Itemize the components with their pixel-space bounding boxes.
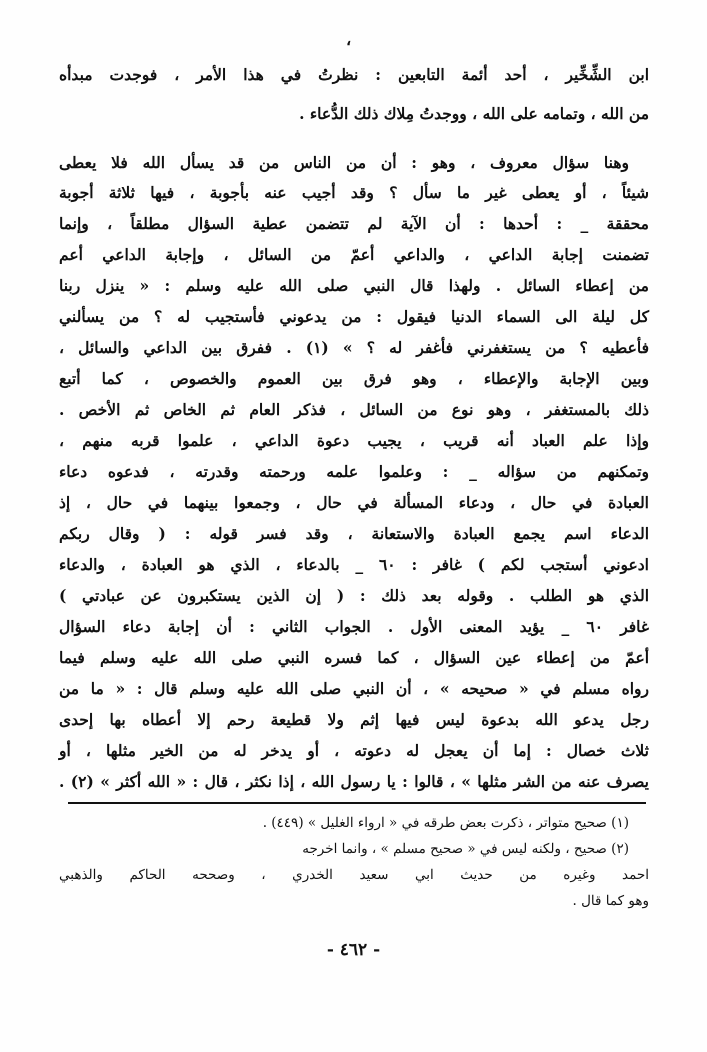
footnote-line: وهو كما قال .: [572, 893, 649, 909]
paragraph-line: محققة _ : أحدها : أن الآية لم تتضمن عطية السؤال مطلقاً ، وإنما: [59, 214, 649, 233]
paragraph-line: تضمنت إجابة الداعي ، والداعي أعمّ من السائل ، وإجابة الداعي أعم: [59, 245, 649, 264]
paragraph-line: العبادة في حال ، ودعاء المسألة في حال ، وجمعوا بينهما في حال ، إذ: [59, 493, 649, 512]
footnote-line: (١) صحيح متواتر ، ذكرت بعض طرقه في « ارواء الغليل » (٤٤٩) .: [262, 815, 629, 831]
paragraph-line: وإذا علم العباد أنه قريب ، يجيب دعوة الداعي ، علموا قربه منهم ،: [59, 431, 649, 450]
paragraph-line: الذي هو الطلب . وقوله بعد ذلك : ( إن الذين يستكبرون عن عبادتي ): [59, 586, 649, 605]
top-mark: ،: [346, 30, 352, 49]
paragraph-line: غافر ٦٠ _ يؤيد المعنى الأول . الجواب الثاني : أن إجابة دعاء السؤال: [59, 617, 649, 636]
paragraph-line: وبين الإجابة والإعطاء ، وهو فرق بين العموم والخصوص ، كما أتبع: [59, 369, 649, 388]
paragraph-line: كل ليلة الى السماء الدنيا فيقول : من يدعوني فأستجيب له ؟ من يسألني: [59, 307, 649, 326]
paragraph-line: الدعاء اسم يجمع العبادة والاستعانة ، وقد فسر قوله : ( وقال ربكم: [59, 524, 649, 543]
footnote-divider: [68, 802, 646, 804]
paragraph-line: ثلاث خصال : إما أن يعجل له دعوته ، أو يدخر له من الخير مثلها ، أو: [59, 741, 649, 760]
paragraph-line: ادعوني أستجب لكم ) غافر : ٦٠ _ بالدعاء ، الذي هو العبادة ، والدعاء: [59, 555, 649, 574]
intro-line: ابن الشِّخِّير ، أحد أئمة التابعين : نظرتُ في هذا الأمر ، فوجدت مبدأه: [59, 65, 649, 84]
paragraph-line: وتمكنهم من سؤاله _ : وعلموا علمه ورحمته وقدرته ، فدعوه دعاء: [59, 462, 649, 481]
paragraph-line: يصرف عنه من الشر مثلها » ، قالوا : يا رسول الله ، إذا نكثر ، قال : « الله أكثر » (٢) .: [59, 772, 649, 791]
footnote-line: احمد وغيره من حديث ابي سعيد الخدري ، وصححه الحاكم والذهبي: [59, 867, 649, 883]
paragraph-line: من إعطاء السائل . ولهذا قال النبي صلى الله عليه وسلم : « ينزل ربنا: [59, 276, 649, 295]
page-number: - ٤٦٢ -: [326, 940, 381, 960]
paragraph-line: رواه مسلم في « صحيحه » ، أن النبي صلى الله عليه وسلم قال : « ما من: [59, 679, 649, 698]
paragraph-line: ذلك بالمستغفر ، وهو نوع من السائل ، فذكر العام ثم الخاص ثم الأخص .: [59, 400, 649, 419]
footnote-line: (٢) صحيح ، ولكنه ليس في « صحيح مسلم » ، وانما اخرجه: [302, 841, 629, 857]
intro-line: من الله ، وتمامه على الله ، ووجدتُ مِلاك ذلك الدُّعاء .: [299, 104, 649, 123]
paragraph-line: وهنا سؤال معروف ، وهو : أن من الناس من قد يسأل الله فلا يعطى: [59, 153, 629, 172]
paragraph-line: فأعطيه ؟ من يستغفرني فأغفر له ؟ » (١) . ففرق بين الداعي والسائل ،: [59, 338, 649, 357]
paragraph-line: أعمّ من إعطاء عين السؤال ، كما فسره النبي صلى الله عليه وسلم فيما: [59, 648, 650, 667]
paragraph-line: شيئاً ، أو يعطى غير ما سأل ؟ وقد أجيب عنه بأجوبة ، فيها ثلاثة أجوبة: [59, 183, 649, 202]
paragraph-line: رجل يدعو الله بدعوة ليس فيها إثم ولا قطيعة رحم إلا أعطاه بها إحدى: [59, 710, 649, 729]
